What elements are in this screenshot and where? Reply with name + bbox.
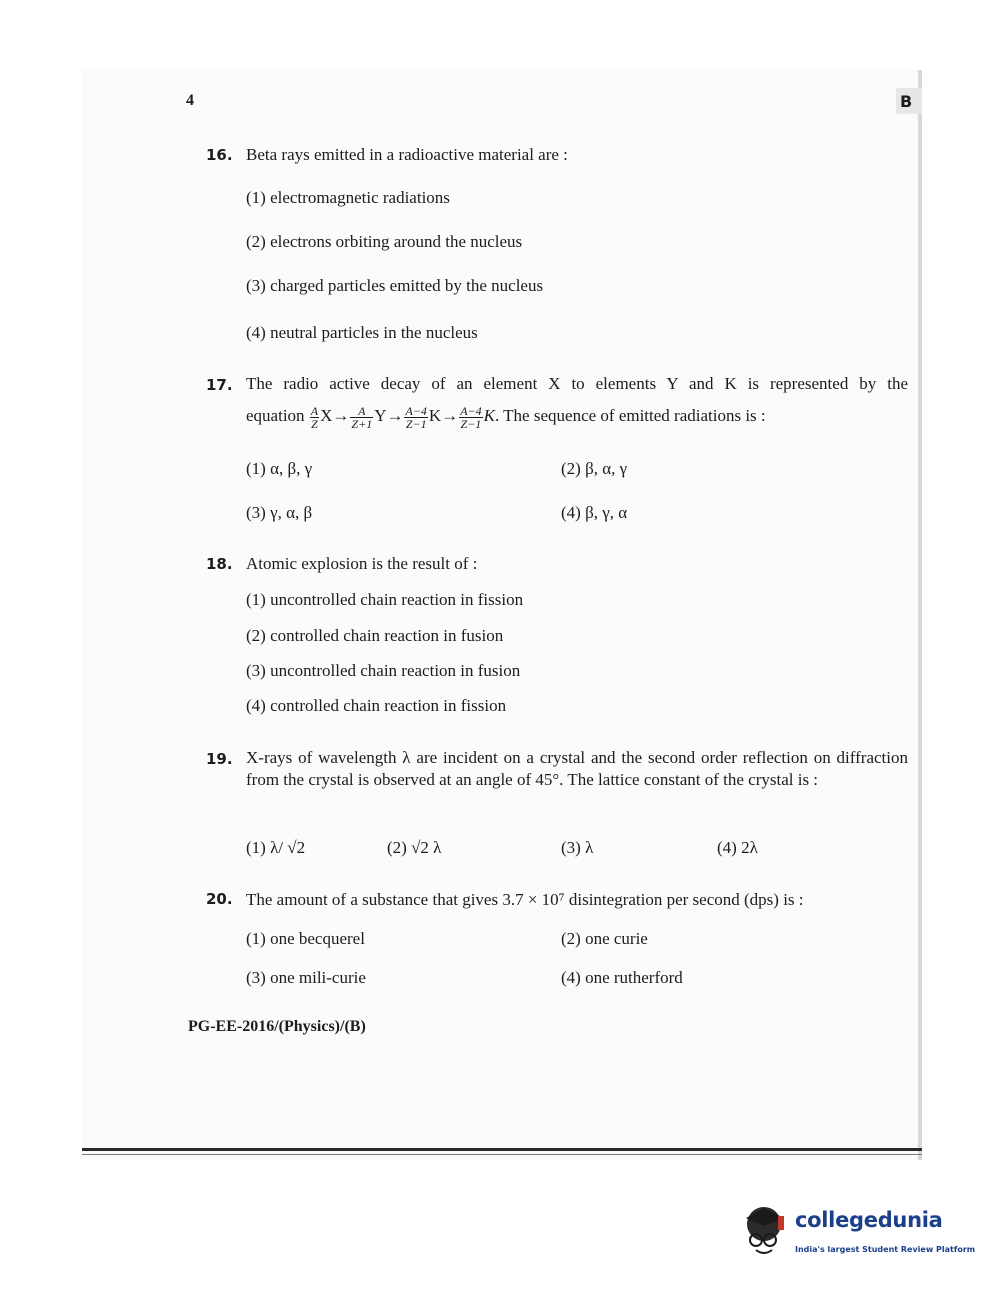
fraction-4: $\frac{A-4}{Z-1}$: [460, 403, 482, 431]
question-20-text: The amount of a substance that gives 3.7 × 10⁷ disintegration per second (dps) is :: [246, 890, 804, 909]
question-17-equation-prefix: equation: [246, 406, 305, 425]
page-number: 4: [186, 92, 194, 109]
fraction-2: $\frac{A}{Z+1}$: [351, 403, 373, 431]
question-16-option-3: (3) charged particles emitted by the nucleus: [246, 276, 544, 295]
question-17-text-line1: The radio active decay of an element X to elements Y and K is represented by the: [246, 374, 908, 393]
question-16-option-1: (1) electromagnetic radiations: [246, 188, 450, 207]
question-18-option-1: (1) uncontrolled chain reaction in fission: [246, 590, 524, 609]
brand-tagline: India's largest Student Review Platform: [795, 1245, 976, 1254]
question-19-option-1: (1) λ/ √2: [246, 838, 306, 857]
question-16-option-4: (4) neutral particles in the nucleus: [246, 323, 478, 342]
question-18-option-3: (3) uncontrolled chain reaction in fusion: [246, 661, 521, 680]
page-edge-shadow: [918, 70, 922, 1160]
question-16-text: Beta rays emitted in a radioactive material are :: [246, 145, 568, 164]
fraction-3: $\frac{A-4}{Z-1}$: [405, 403, 427, 431]
question-17-option-4: (4) β, γ, α: [561, 503, 628, 522]
question-16-option-2: (2) electrons orbiting around the nucleus: [246, 232, 523, 251]
question-17-option-2: (2) β, α, γ: [561, 459, 628, 478]
page-bottom-rule-thin: [82, 1154, 922, 1155]
question-18-text: Atomic explosion is the result of :: [246, 554, 478, 573]
question-19-text: X-rays of wavelength λ are incident on a crystal and the second order reflection on diffraction from the crystal is observed at an angle of 45°. The lattice constant of the crystal is :: [246, 748, 908, 789]
paper-code-footer: PG-EE-2016/(Physics)/(B): [188, 1018, 366, 1035]
question-20-number: 20.: [206, 890, 233, 908]
question-17-option-1: (1) α, β, γ: [246, 459, 313, 478]
question-19-option-3: (3) λ: [561, 838, 594, 857]
page-bottom-rule: [82, 1148, 922, 1151]
question-16-number: 16.: [206, 146, 233, 164]
question-17-equation-line: [246, 399, 766, 433]
decay-equation: $\frac{A}{Z}$ X→ $\frac{A}{Z+1}$ Y→ $\frac{A-4}{Z-1}$ K→ $\frac{A-4}{Z-1}$ K: [310, 403, 495, 431]
question-19-option-4: (4) 2λ: [717, 838, 758, 857]
fraction-1: $\frac{A}{Z}$: [310, 403, 319, 431]
question-18-option-4: (4) controlled chain reaction in fission: [246, 696, 507, 715]
question-20-option-4: (4) one rutherford: [561, 968, 683, 987]
question-18-option-2: (2) controlled chain reaction in fusion: [246, 626, 504, 645]
question-17-number: 17.: [206, 376, 233, 394]
question-20-option-1: (1) one becquerel: [246, 929, 365, 948]
set-code: B: [900, 92, 913, 111]
question-17-option-3: (3) γ, α, β: [246, 503, 313, 522]
question-18-number: 18.: [206, 555, 233, 573]
question-19-number: 19.: [206, 750, 233, 768]
question-20-option-2: (2) one curie: [561, 929, 648, 948]
brand-name: collegedunia: [795, 1208, 943, 1232]
question-19-option-2: (2) √2 λ: [387, 838, 442, 857]
question-17-equation-suffix: . The sequence of emitted radiations is :: [494, 406, 766, 425]
question-20-option-3: (3) one mili-curie: [246, 968, 366, 987]
